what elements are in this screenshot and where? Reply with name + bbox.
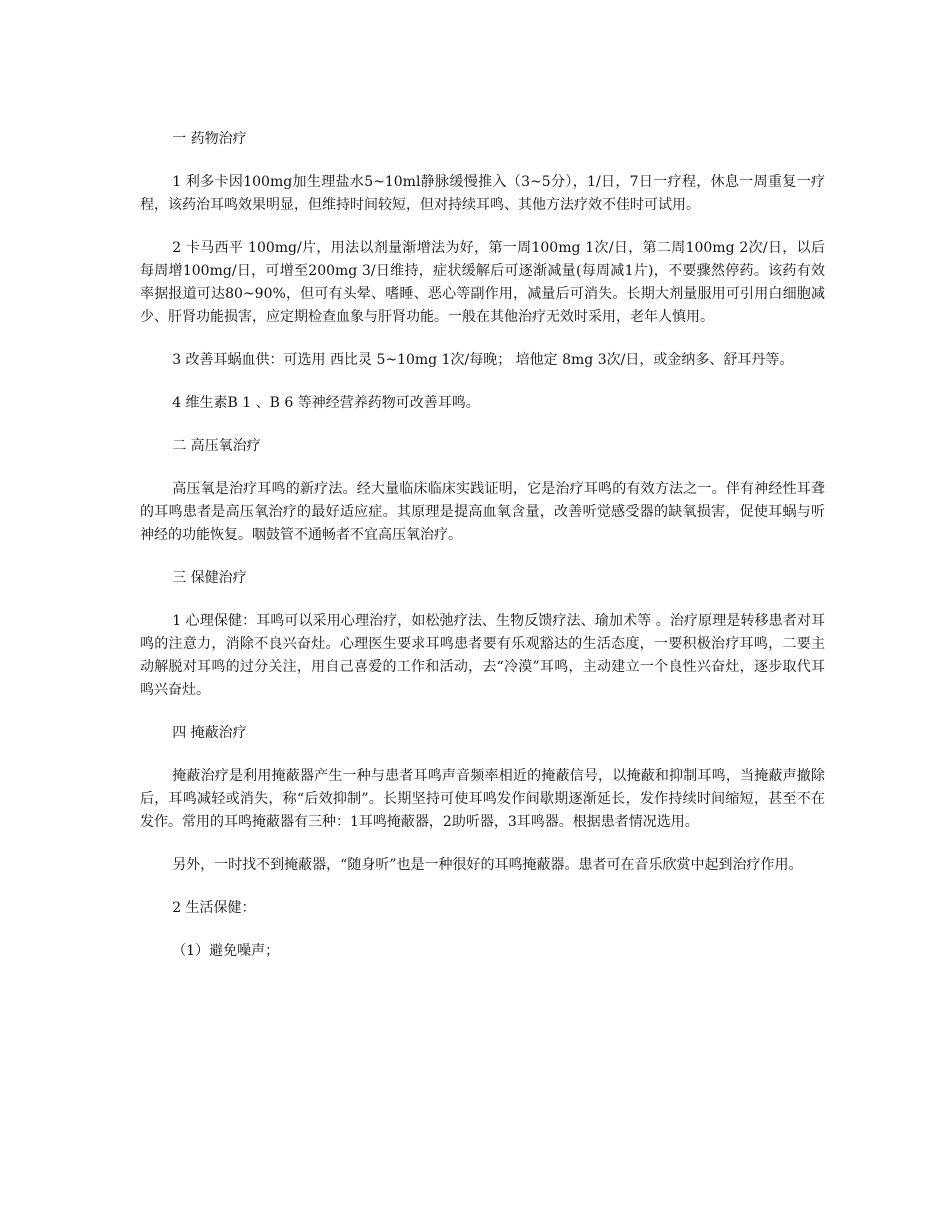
paragraph-cochlear-blood-supply: 3 改善耳蜗血供：可选用 西比灵 5~10mg 1次/每晚； 培他定 8mg 3次/日，或金纳多、舒耳丹等。 <box>172 352 794 368</box>
paragraph-walkman-masker: 另外，一时找不到掩蔽器，“随身听”也是一种很好的耳鸣掩蔽器。患者可在音乐欣赏中起到治疗作用。 <box>172 857 803 873</box>
document-body <box>140 128 825 983</box>
paragraph-lidocaine: 1 利多卡因100mg加生理盐水5~10ml静脉缓慢推入（3~5分），1/日，7日一疗程，休息一周重复一疗程，该药治耳鸣效果明显，但维持时间较短，但对持续耳鸣、其他方法疗效不佳时可试用。 <box>140 174 825 213</box>
paragraph-psychological-care: 1 心理保健：耳鸣可以采用心理治疗，如松弛疗法、生物反馈疗法、瑜加术等 。治疗原理是转移患者对耳鸣的注意力，消除不良兴奋灶。心理医生要求耳鸣患者要有乐观豁达的生活态度，一要积极治疗耳鸣，二要主动解脱对耳鸣的过分关注，用自己喜爱的工作和活动，去“冷漠”耳鸣，主动建立一个良性兴奋灶，逐步取代耳鸣兴奋灶。 <box>140 613 825 698</box>
paragraph-hyperbaric-oxygen: 高压氧是治疗耳鸣的新疗法。经大量临床临床实践证明，它是治疗耳鸣的有效方法之一。伴有神经性耳聋的耳鸣患者是高压氧治疗的最好适应症。其原理是提高血氧含量，改善听觉感受器的缺氧损害，促使耳蜗与听神经的功能恢复。咽鼓管不通畅者不宜高压氧治疗。 <box>140 481 825 543</box>
section-heading-drug-therapy: 一 药物治疗 <box>172 131 247 147</box>
section-heading-hyperbaric-oxygen: 二 高压氧治疗 <box>172 438 261 454</box>
paragraph-vitamin-b: 4 维生素B 1 、B 6 等神经营养药物可改善耳鸣。 <box>172 395 480 411</box>
section-heading-health-care: 三 保健治疗 <box>172 570 247 586</box>
paragraph-carbamazepine: 2 卡马西平 100mg/片，用法以剂量渐增法为好，第一周100mg 1次/日，第二周100mg 2次/日，以后每周增100mg/日，可增至200mg 3/日维持，症状缓解后可逐渐减量(每周减1片)，不要骤然停药。该药有效率据报道可达80~90%，但可有头晕、嗜睡、恶心等副作用，减量后可消失。长期大剂量服用可引用白细胞减少、肝肾功能损害，应定期检查血象与肝肾功能。一般在其他治疗无效时采用，老年人慎用。 <box>140 240 825 325</box>
paragraph-masking-therapy: 掩蔽治疗是利用掩蔽器产生一种与患者耳鸣声音频率相近的掩蔽信号，以掩蔽和抑制耳鸣，当掩蔽声撤除后，耳鸣减轻或消失，称“后效抑制”。长期坚持可使耳鸣发作间歇期逐渐延长，发作持续时间缩短，甚至不在发作。常用的耳鸣掩蔽器有三种：1耳鸣掩蔽器，2助听器，3耳鸣器。根据患者情况选用。 <box>140 768 825 830</box>
list-item-avoid-noise: （1）避免噪声； <box>172 943 280 959</box>
paragraph-life-care: 2 生活保健： <box>172 900 256 916</box>
section-heading-masking-therapy: 四 掩蔽治疗 <box>172 725 247 741</box>
